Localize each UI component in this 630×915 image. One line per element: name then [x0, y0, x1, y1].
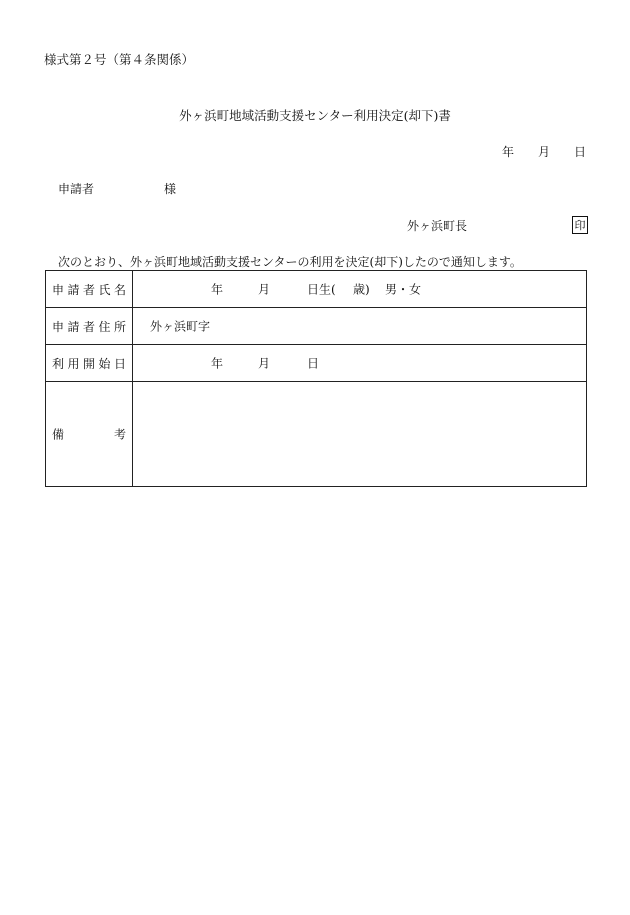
sex-options[interactable]: 男・女 [385, 282, 422, 297]
label-char: 名 [113, 282, 126, 297]
label-char: 始 [98, 356, 111, 371]
label-char: 申 [52, 319, 65, 334]
label-char: 考 [113, 427, 126, 442]
start-month-label: 月 [258, 356, 271, 371]
label-char: 者 [82, 282, 95, 297]
label-char: 用 [67, 356, 80, 371]
birth-year-label: 年 [211, 282, 224, 297]
table-row-applicant-name [46, 271, 587, 308]
address-prefix: 外ヶ浜町字 [150, 319, 211, 334]
label-char: 請 [67, 282, 80, 297]
start-date-label [46, 345, 133, 382]
label-char: 備 [52, 427, 65, 442]
date-day-label: 日 [574, 145, 587, 159]
seal-stamp-box: 印 [572, 216, 588, 234]
label-char: 開 [82, 356, 95, 371]
remarks-label [46, 382, 133, 487]
applicant-name-label [46, 271, 133, 308]
form-number: 様式第２号（第４条関係） [44, 52, 195, 67]
date-year-label: 年 [502, 145, 515, 159]
start-date-value[interactable] [133, 345, 587, 382]
remarks-value[interactable] [133, 382, 587, 487]
applicant-address-value[interactable] [133, 308, 587, 345]
label-char: 所 [113, 319, 126, 334]
details-table [45, 270, 587, 487]
label-char: 利 [52, 356, 65, 371]
birth-month-label: 月 [258, 282, 271, 297]
birth-day-label: 日生( [307, 282, 336, 297]
label-char: 者 [82, 319, 95, 334]
label-char: 氏 [98, 282, 111, 297]
table-row-start-date [46, 345, 587, 382]
table-row-applicant-address [46, 308, 587, 345]
applicant-address-label [46, 308, 133, 345]
date-month-label: 月 [538, 145, 551, 159]
age-label: 歳) [353, 282, 370, 297]
document-title: 外ヶ浜町地域活動支援センター利用決定(却下)書 [179, 108, 451, 123]
label-char: 請 [67, 319, 80, 334]
start-year-label: 年 [211, 356, 224, 371]
label-char: 住 [98, 319, 111, 334]
table-row-remarks [46, 382, 587, 487]
issuer-title: 外ヶ浜町長 [407, 219, 468, 233]
start-day-label: 日 [307, 356, 320, 371]
applicant-label: 申請者 [58, 182, 95, 196]
label-char: 日 [113, 356, 126, 371]
applicant-name-value[interactable] [133, 271, 587, 308]
notice-text: 次のとおり、外ヶ浜町地域活動支援センターの利用を決定(却下)したので通知します。 [58, 255, 522, 269]
label-char: 申 [52, 282, 65, 297]
applicant-honorific: 様 [164, 182, 177, 196]
